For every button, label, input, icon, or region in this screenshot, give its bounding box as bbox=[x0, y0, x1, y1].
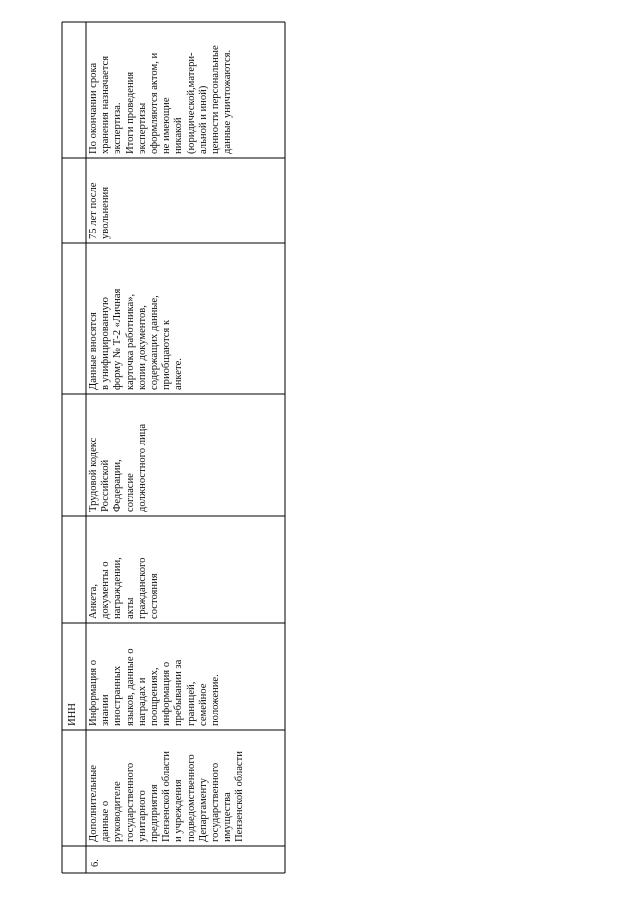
legal-basis-cell: Трудовой кодекс Российской Федерации, согласие должностного лица bbox=[88, 423, 148, 512]
inn-label: ИНН bbox=[67, 703, 78, 726]
subject-cell: Дополнительные данные о руководителе государственного унитарного предприятия Пензенской области и учреждения подведомственного Департаменту государственного имущества Пензенской области bbox=[88, 751, 246, 842]
source-documents-cell: Анкета, документы о награждении, акты гражданского состояния bbox=[88, 557, 161, 619]
data-content-cell: Информация о знании иностранных языков, данные о наградах и поощрениях, информация о пребывании за границей, семейное положение. bbox=[88, 648, 222, 726]
retention-cell: 75 лет после увольнения bbox=[88, 182, 112, 239]
processing-cell: Данные вносятся в унифицированную форму № Т-2 «Личная карточка работника», копии документов, содержащих данные, приобщаются к анкете. bbox=[88, 288, 185, 390]
row-number: 6. bbox=[90, 859, 101, 867]
destruction-cell: По окончании срока хранения назначается экспертиза. Итоги проведения экспертизы оформляются актом, и не имеющие никакой (юридической,матери- альной и иной) ценности персональные данные уничтожаются. bbox=[88, 45, 234, 154]
